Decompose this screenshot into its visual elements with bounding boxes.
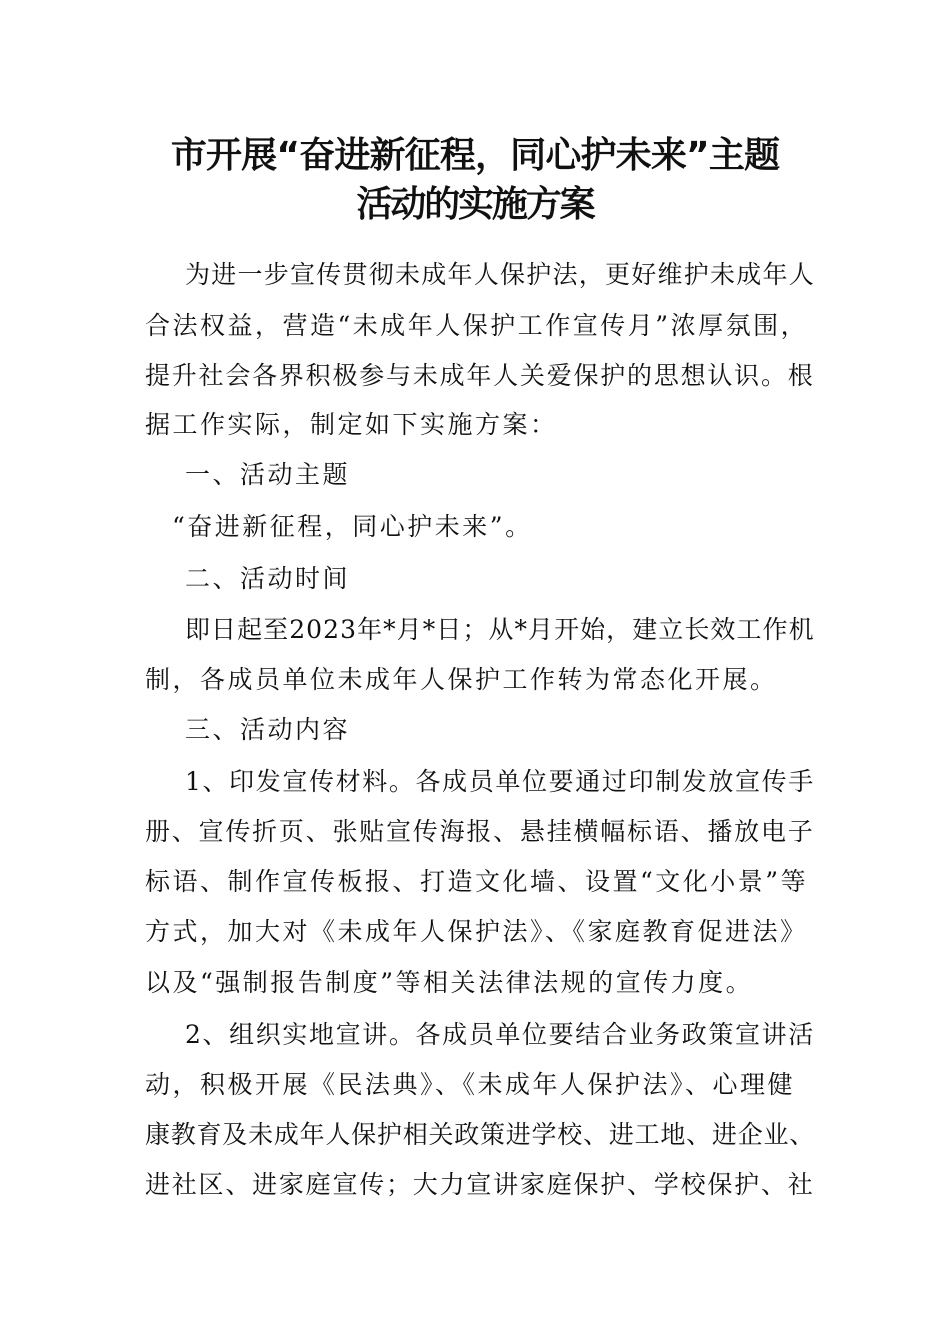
intro-line-4: 据工作实际，制定如下实施方案： <box>145 410 558 439</box>
item-2-line-1: 2、组织实地宣讲。各成员单位要结合业务政策宣讲活 <box>185 1020 815 1049</box>
item-1-line-2: 册、宣传折页、张贴宣传海报、悬挂横幅标语、播放电子 <box>145 817 815 846</box>
document-title-line-2: 活动的实施方案 <box>356 184 594 225</box>
intro-line-3: 提升社会各界积极参与未成年人关爱保护的思想认识。根 <box>145 361 815 390</box>
item-1-line-5: 以及“强制报告制度”等相关法律法规的宣传力度。 <box>145 968 754 997</box>
section-2-line-2: 制，各成员单位未成年人保护工作转为常态化开展。 <box>145 665 778 694</box>
item-1-line-4: 方式，加大对《未成年人保护法》、《家庭教育促进法》 <box>145 917 808 946</box>
item-1-line-3: 标语、制作宣传板报、打造文化墙、设置“文化小景”等 <box>145 867 809 896</box>
intro-line-2: 合法权益，营造“未成年人保护工作宣传月”浓厚氛围， <box>145 311 809 340</box>
section-2-line-1: 即日起至2023年*月*日；从*月开始，建立长效工作机 <box>185 615 815 644</box>
section-1-heading: 一、活动主题 <box>185 460 351 489</box>
item-2-line-3: 康教育及未成年人保护相关政策进学校、进工地、进企业、 <box>145 1120 816 1149</box>
item-2-line-2: 动，积极开展《民法典》、《未成年人保护法》、心理健 <box>145 1070 796 1099</box>
item-1-line-1: 1、印发宣传材料。各成员单位要通过印制发放宣传手 <box>185 767 815 796</box>
section-2-heading: 二、活动时间 <box>185 564 351 593</box>
section-3-heading: 三、活动内容 <box>185 715 351 744</box>
intro-line-1: 为进一步宣传贯彻未成年人保护法，更好维护未成年人 <box>185 260 816 289</box>
section-1-body: “奋进新征程，同心护未来”。 <box>172 512 533 541</box>
item-2-line-4: 进社区、进家庭宣传；大力宣讲家庭保护、学校保护、社 <box>145 1170 815 1199</box>
document-title-line-1: 市开展“奋进新征程，同心护未来”主题 <box>170 135 780 176</box>
